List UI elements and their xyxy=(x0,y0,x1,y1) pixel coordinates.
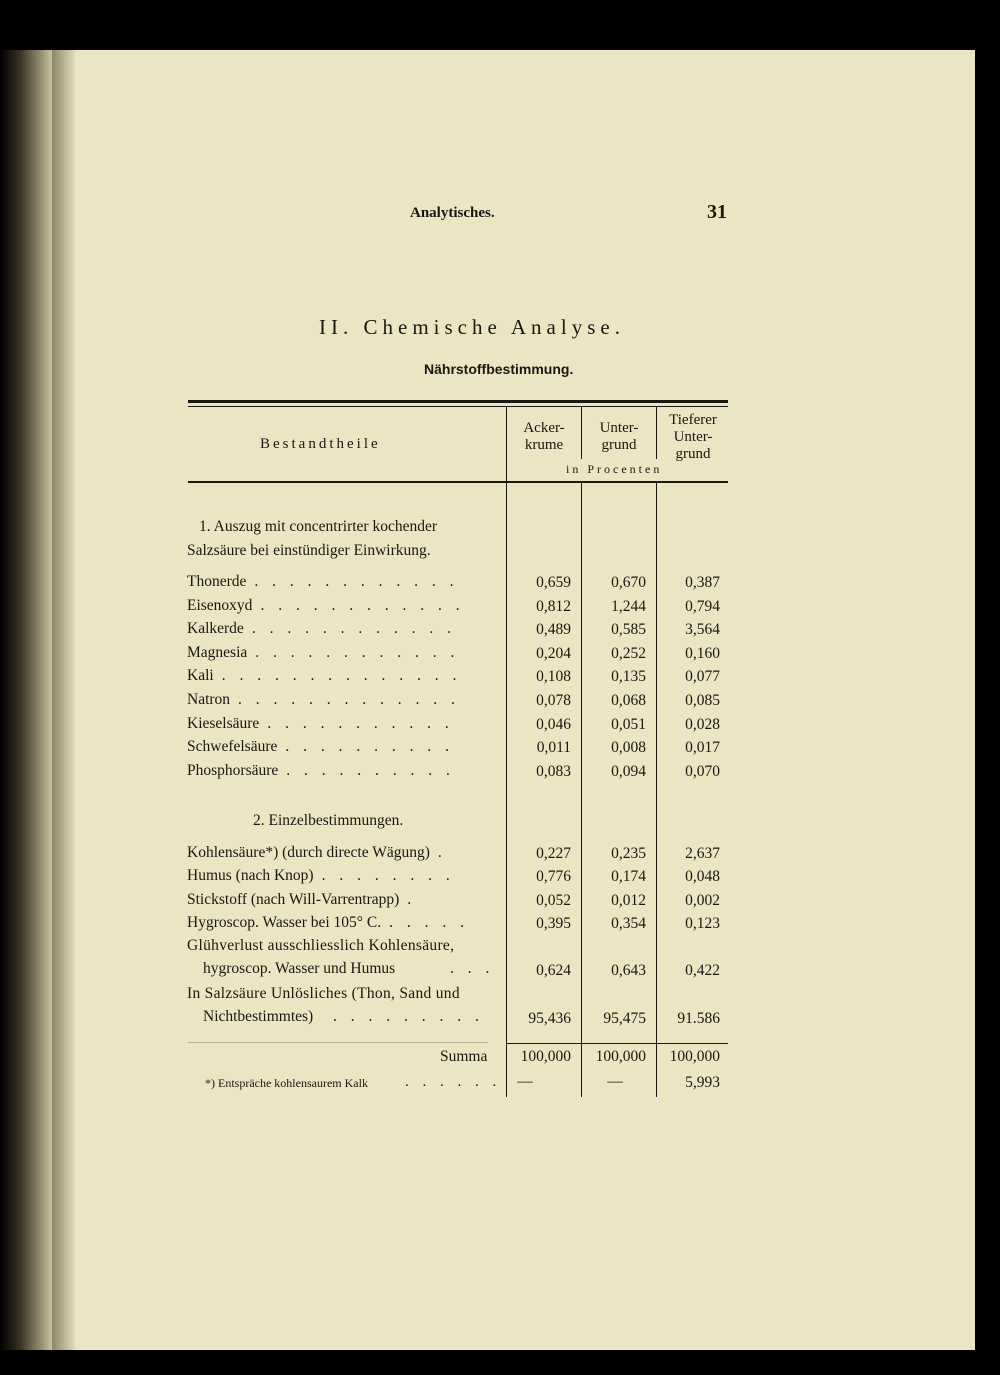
unloesliches-value-ackerkrume: 95,436 xyxy=(528,1010,571,1027)
book-spine-shadow xyxy=(0,50,52,1350)
section1-value-ackerkrume: 0,011 xyxy=(536,739,571,757)
section1-heading-cont: Salzsäure bei einstündiger Einwirkung. xyxy=(187,542,431,559)
section2-value-ackerkrume: 0,052 xyxy=(536,891,571,909)
footnote-dots: . . . . . . xyxy=(405,1074,502,1090)
summa-rule xyxy=(506,1043,728,1044)
section1-row-dots: . . . . . . . . . . . . . . xyxy=(221,667,462,685)
footnote-value-tieferer: 5,993 xyxy=(685,1074,720,1091)
section1-row-label: Kalkerde xyxy=(187,620,244,638)
section1-row-dots: . . . . . . . . . . . . xyxy=(251,620,456,638)
section1-value-untergrund: 1,244 xyxy=(611,597,646,615)
section1-value-tieferer: 0,070 xyxy=(685,762,720,780)
unloesliches-value-untergrund: 95,475 xyxy=(603,1010,646,1027)
unloesliches-value-tieferer: 91.586 xyxy=(677,1010,720,1027)
section2-value-tieferer: 0,123 xyxy=(685,915,720,933)
section1-value-ackerkrume: 0,812 xyxy=(536,597,571,615)
unloesliches-label-cont: Nichtbestimmtes) xyxy=(203,1008,314,1025)
section2-value-untergrund: 0,012 xyxy=(611,891,646,909)
section1-row-label: Kali xyxy=(187,667,214,685)
section1-value-ackerkrume: 0,659 xyxy=(536,574,571,591)
section1-row-label: Schwefelsäure xyxy=(187,738,278,756)
summa-value-untergrund: 100,000 xyxy=(595,1048,646,1065)
summa-label: Summa xyxy=(440,1048,488,1065)
table-top-rule-thick xyxy=(188,400,728,403)
summa-rule-left xyxy=(188,1042,488,1043)
section2-value-tieferer: 0,002 xyxy=(685,891,720,909)
section1-value-untergrund: 0,585 xyxy=(611,621,646,639)
section1-value-tieferer: 0,085 xyxy=(685,692,720,709)
section2-value-untergrund: 0,235 xyxy=(611,845,646,862)
section2-value-tieferer: 2,637 xyxy=(685,845,720,862)
book-gutter xyxy=(52,50,75,1350)
section1-value-untergrund: 0,051 xyxy=(611,715,646,733)
section1-value-untergrund: 0,670 xyxy=(611,574,646,591)
page-number: 31 xyxy=(707,201,727,223)
section1-value-untergrund: 0,135 xyxy=(611,668,646,686)
section1-value-tieferer: 0,794 xyxy=(685,597,720,615)
section2-value-ackerkrume: 0,395 xyxy=(536,915,571,933)
section2-row-label: Hygroscop. Wasser bei 105° C. xyxy=(187,914,382,932)
section1-value-ackerkrume: 0,489 xyxy=(536,621,571,639)
table-top-rule-thin xyxy=(188,406,728,407)
gluehverlust-value-tieferer: 0,422 xyxy=(685,962,720,979)
section2-row-dots: . . . . . xyxy=(389,914,469,932)
section1-value-untergrund: 0,252 xyxy=(611,644,646,662)
section2-value-untergrund: 0,174 xyxy=(611,868,646,886)
section1-value-ackerkrume: 0,078 xyxy=(536,692,571,709)
section1-value-ackerkrume: 0,204 xyxy=(536,644,571,662)
unloesliches-label: In Salzsäure Unlösliches (Thon, Sand und xyxy=(187,985,460,1002)
section2-value-untergrund: 0,354 xyxy=(611,915,646,933)
section1-row-dots: . . . . . . . . . . . . xyxy=(260,596,465,614)
section1-row-label: Kieselsäure xyxy=(187,714,260,732)
section1-row-label: Eisenoxyd xyxy=(187,596,253,614)
section1-row-label: Thonerde xyxy=(187,573,247,590)
section1-row-label: Magnesia xyxy=(187,643,248,661)
table-header-rule xyxy=(188,481,728,483)
gluehverlust-dots: . . . xyxy=(450,960,495,977)
section1-value-tieferer: 0,160 xyxy=(685,644,720,662)
col-rule-2-header xyxy=(581,407,582,459)
section2-row-dots: . xyxy=(407,890,417,908)
header-ackerkrume: Acker- krume xyxy=(523,420,565,453)
section1-row-dots: . . . . . . . . . . . . xyxy=(255,643,460,661)
section1-value-untergrund: 0,068 xyxy=(611,692,646,709)
section1-value-untergrund: 0,008 xyxy=(611,739,646,757)
gluehverlust-value-ackerkrume: 0,624 xyxy=(536,962,571,979)
section1-heading: 1. Auszug mit concentrirter kochender xyxy=(199,518,438,535)
section1-row-dots: . . . . . . . . . . . xyxy=(267,714,454,732)
section2-value-ackerkrume: 0,227 xyxy=(536,845,571,862)
section1-row-dots: . . . . . . . . . . . . . xyxy=(238,691,460,708)
unloesliches-dots: . . . . . . . . . xyxy=(333,1008,484,1025)
page-subtitle: Nährstoffbestimmung. xyxy=(424,361,574,377)
summa-value-tieferer: 100,000 xyxy=(669,1048,720,1065)
section2-row-dots: . . . . . . . . xyxy=(321,867,455,885)
running-head: Analytisches. xyxy=(410,205,495,221)
section1-value-tieferer: 0,077 xyxy=(685,668,720,686)
section2-row-label: Humus (nach Knop) xyxy=(187,867,314,885)
section1-value-tieferer: 0,028 xyxy=(685,715,720,733)
section1-value-tieferer: 3,564 xyxy=(685,621,720,639)
footnote-label: *) Entspräche kohlensaurem Kalk xyxy=(205,1076,368,1090)
footnote-value-untergrund: — xyxy=(607,1073,623,1090)
gluehverlust-label-cont: hygroscop. Wasser und Humus xyxy=(203,960,396,977)
col-rule-3-header xyxy=(656,407,657,459)
footnote-value-ackerkrume: — xyxy=(517,1073,533,1090)
section1-value-tieferer: 0,017 xyxy=(685,739,720,757)
section2-row-label: Stickstoff (nach Will-Varrentrapp) xyxy=(187,890,400,908)
header-untergrund: Unter- grund xyxy=(599,420,639,453)
section2-row-label: Kohlensäure*) (durch directe Wägung) xyxy=(187,844,430,861)
section1-value-ackerkrume: 0,046 xyxy=(536,715,571,733)
section1-value-untergrund: 0,094 xyxy=(611,762,646,780)
section1-row-dots: . . . . . . . . . . xyxy=(286,761,455,779)
section1-row-label: Natron xyxy=(187,691,231,708)
section1-value-ackerkrume: 0,083 xyxy=(536,762,571,780)
section2-heading: 2. Einzelbestimmungen. xyxy=(253,812,404,829)
section2-value-tieferer: 0,048 xyxy=(685,868,720,886)
summa-value-ackerkrume: 100,000 xyxy=(520,1048,571,1065)
gluehverlust-value-untergrund: 0,643 xyxy=(611,962,646,979)
section2-value-ackerkrume: 0,776 xyxy=(536,868,571,886)
gluehverlust-label: Glühverlust ausschliesslich Kohlensäure, xyxy=(187,937,455,954)
section2-row-dots: . xyxy=(437,844,447,861)
header-tieferer-untergrund: Tieferer Unter- grund xyxy=(669,412,717,462)
section1-row-dots: . . . . . . . . . . xyxy=(285,738,454,756)
section1-row-dots: . . . . . . . . . . . . xyxy=(254,573,459,590)
section1-row-label: Phosphorsäure xyxy=(187,761,279,779)
header-unit: in Procenten xyxy=(566,462,663,476)
page-title: II. Chemische Analyse. xyxy=(319,315,625,339)
section1-value-ackerkrume: 0,108 xyxy=(536,668,571,686)
section1-value-tieferer: 0,387 xyxy=(685,574,720,591)
header-bestandtheile: Bestandtheile xyxy=(260,436,381,452)
